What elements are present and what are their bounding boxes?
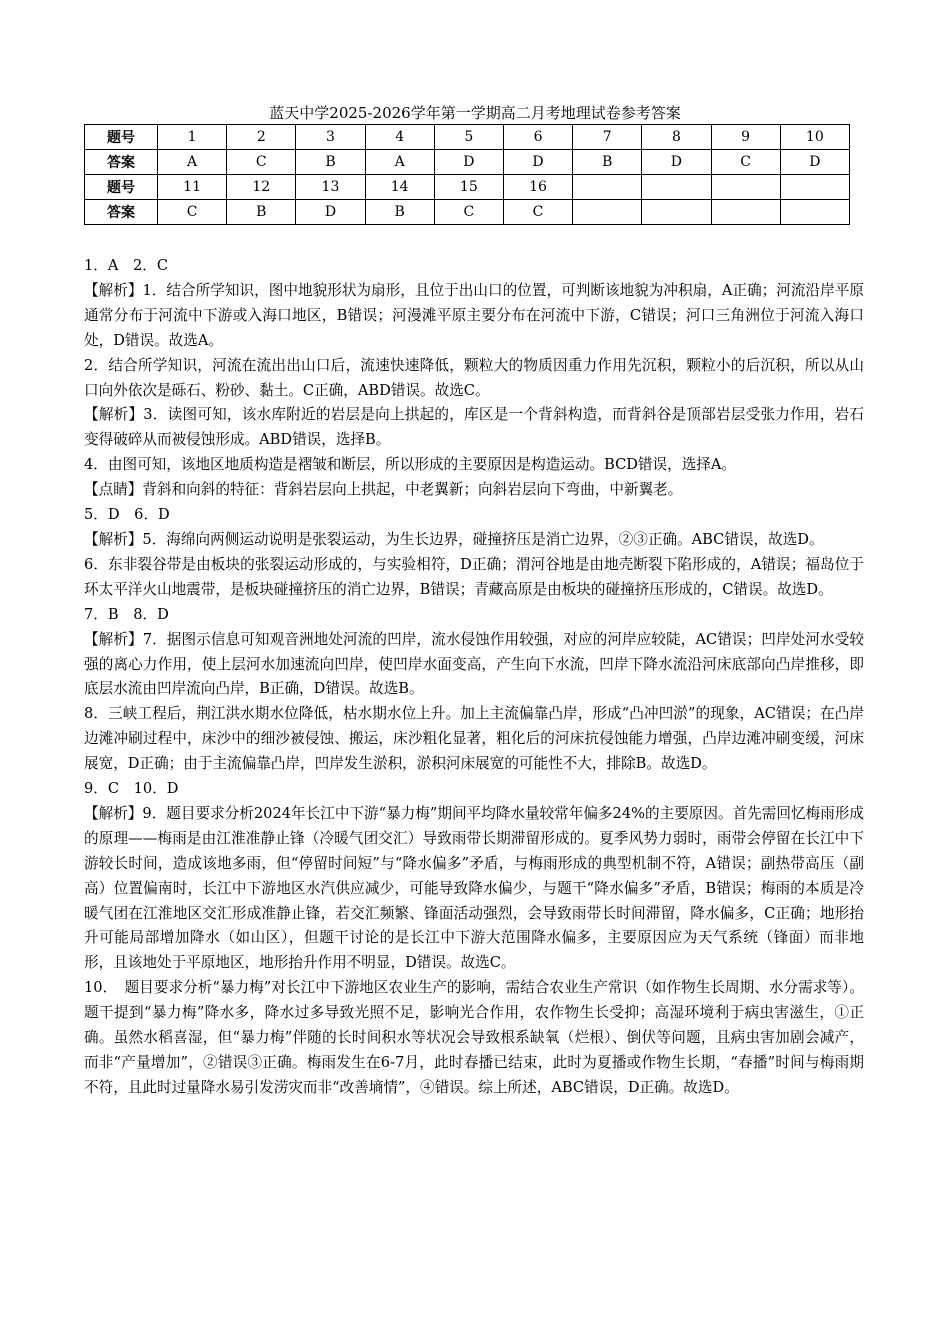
explanation-paragraph: 【解析】3．读图可知，该水库附近的岩层是向上拱起的，库区是一个背斜构造，而背斜谷是顶部岩层受张力作用，岩石变得破碎从而被侵蚀形成。ABD错误，选择B。 (84, 406, 864, 449)
table-cell: D (503, 150, 572, 175)
table-cell: B (365, 200, 434, 225)
table-cell: 15 (434, 175, 503, 200)
explanation-paragraph: 8．三峡工程后，荆江洪水期水位降低，枯水期水位上升。加上主流偏靠凸岸，形成“凸冲凹淤”的现象，AC错误；在凸岸边滩冲刷过程中，床沙中的细沙被侵蚀、搬运，床沙粗化显著，粗化后的河床抗侵蚀能力增强，凸岸边滩冲刷变缓，河床展宽，D正确；由于主流偏靠凸岸，凹岸发生淤积，淤积河床展宽的可能性不大，排除B。故选D。 (84, 705, 864, 773)
table-row (85, 125, 850, 150)
table-cell (711, 175, 780, 200)
table-cell: 14 (365, 175, 434, 200)
document-title: 蓝天中学2025-2026学年第一学期高二月考地理试卷参考答案 (269, 104, 681, 122)
explanation-paragraph: 6．东非裂谷带是由板块的张裂运动形成的，与实验相符，D正确；渭河谷地是由地壳断裂下陷形成的，A错误；福岛位于环太平洋火山地震带，是板块碰撞挤压的消亡边界，B错误；青藏高原是由板块的碰撞挤压形成的，C错误。故选D。 (84, 555, 864, 598)
table-cell: 12 (227, 175, 296, 200)
answer-explanations (84, 254, 864, 1101)
table-cell (711, 200, 780, 225)
row-header: 答案 (85, 150, 158, 175)
table-row (85, 175, 850, 200)
explanation-paragraph: 4．由图可知，该地区地质构造是褶皱和断层，所以形成的主要原因是构造运动。BCD错误，选择A。 (84, 456, 737, 474)
table-cell (573, 200, 642, 225)
row-header: 题号 (85, 125, 158, 150)
explanation-paragraph: 【解析】7．据图示信息可知观音洲地处河流的凹岸，流水侵蚀作用较强，对应的河岸应较陡，AC错误；凹岸处河水受较强的离心力作用，使上层河水加速流向凹岸，使凹岸水面变高，产生向下水流，凹岸下降水流沿河床底部向凸岸推移，即底层水流由凹岸流向凸岸，B正确，D错误。故选B。 (84, 630, 864, 698)
row-header: 答案 (85, 200, 158, 225)
explanation-paragraph: 10． 题目要求分析“暴力梅”对长江中下游地区农业生产的影响，需结合农业生产常识（如作物生长周期、水分需求等）。题干提到“暴力梅”降水多，降水过多导致光照不足，影响光合作用，农作物生长受抑；高湿环境利于病虫害滋生，①正确。虽然水稻喜湿，但“暴力梅”伴随的长时间积水等状况会导致根系缺氧（烂根）、倒伏等问题，且病虫害加剧会减产，而非“产量增加”，②错误③正确。梅雨发生在6-7月，此时春播已结束，此时为夏播或作物生长期，“春播”时间与梅雨期不符，且此时过量降水易引发涝灾而非“改善墒情”，④错误。综上所述，ABC错误，D正确。故选D。 (84, 979, 864, 1096)
table-cell: C (227, 150, 296, 175)
table-cell: 8 (642, 125, 711, 150)
table-cell (642, 200, 711, 225)
table-cell: 1 (158, 125, 227, 150)
table-cell: D (642, 150, 711, 175)
table-cell (780, 175, 849, 200)
table-cell (780, 200, 849, 225)
tip-paragraph: 【点睛】背斜和向斜的特征：背斜岩层向上拱起，中老翼新；向斜岩层向下弯曲，中新翼老。 (84, 481, 683, 499)
table-cell: B (573, 150, 642, 175)
table-cell: 2 (227, 125, 296, 150)
table-cell: 7 (573, 125, 642, 150)
table-cell: C (711, 150, 780, 175)
answer-table (84, 124, 850, 225)
answer-line: 5．D 6．D (84, 506, 170, 524)
table-cell: D (780, 150, 849, 175)
explanation-paragraph: 【解析】1．结合所学知识，图中地貌形状为扇形，且位于出山口的位置，可判断该地貌为冲积扇，A正确；河流沿岸平原通常分布于河流中下游或入海口地区，B错误；河漫滩平原主要分布在河流中下游，C错误；河口三角洲位于河流入海口处，D错误。故选A。 (84, 281, 864, 349)
table-cell: B (296, 150, 365, 175)
row-header: 题号 (85, 175, 158, 200)
table-cell: A (158, 150, 227, 175)
table-cell (642, 175, 711, 200)
table-cell: D (434, 150, 503, 175)
explanation-paragraph: 【解析】9．题目要求分析2024年长江中下游“暴力梅”期间平均降水量较常年偏多24%的主要原因。首先需回忆梅雨形成的原理——梅雨是由江淮准静止锋（冷暖气团交汇）导致雨带长期滞留形成的。夏季风势力弱时，雨带会停留在长江中下游较长时间，造成该地多雨，但“停留时间短”与“降水偏多”矛盾，与梅雨形成的典型机制不符，A错误；副热带高压（副高）位置偏南时，长江中下游地区水汽供应减少，可能导致降水偏少，与题干“降水偏多”矛盾，B错误；梅雨的本质是冷暖气团在江淮地区交汇形成准静止锋，若交汇频繁、锋面活动强烈，会导致雨带长时间滞留，降水偏多，C正确；地形抬升可能局部增加降水（如山区），但题干讨论的是长江中下游大范围降水偏多，主要原因应为天气系统（锋面）而非地形，且该地处于平原地区，地形抬升作用不明显，D错误。故选C。 (84, 804, 864, 972)
table-cell: 9 (711, 125, 780, 150)
table-cell: 6 (503, 125, 572, 150)
table-cell: 11 (158, 175, 227, 200)
table-cell: C (434, 200, 503, 225)
answer-line: 1．A 2．C (84, 257, 169, 274)
table-cell: C (158, 200, 227, 225)
table-row (85, 200, 850, 225)
table-cell (573, 175, 642, 200)
explanation-paragraph: 【解析】5．海绵向两侧运动说明是张裂运动，为生长边界，碰撞挤压是消亡边界，②③正确。ABC错误，故选D。 (84, 530, 824, 548)
answer-line: 7．B 8．D (84, 605, 169, 623)
table-cell: 16 (503, 175, 572, 200)
table-cell: B (227, 200, 296, 225)
explanation-paragraph: 2．结合所学知识，河流在流出出山口后，流速快速降低，颗粒大的物质因重力作用先沉积，颗粒小的后沉积，所以从山口向外依次是砾石、粉砂、黏土。C正确，ABD错误。故选C。 (84, 356, 864, 399)
table-cell: C (503, 200, 572, 225)
table-cell: A (365, 150, 434, 175)
table-cell: 4 (365, 125, 434, 150)
answer-line: 9．C 10．D (84, 780, 179, 798)
table-cell: 5 (434, 125, 503, 150)
table-cell: 3 (296, 125, 365, 150)
table-cell: D (296, 200, 365, 225)
table-cell: 10 (780, 125, 849, 150)
table-cell: 13 (296, 175, 365, 200)
table-row (85, 150, 850, 175)
